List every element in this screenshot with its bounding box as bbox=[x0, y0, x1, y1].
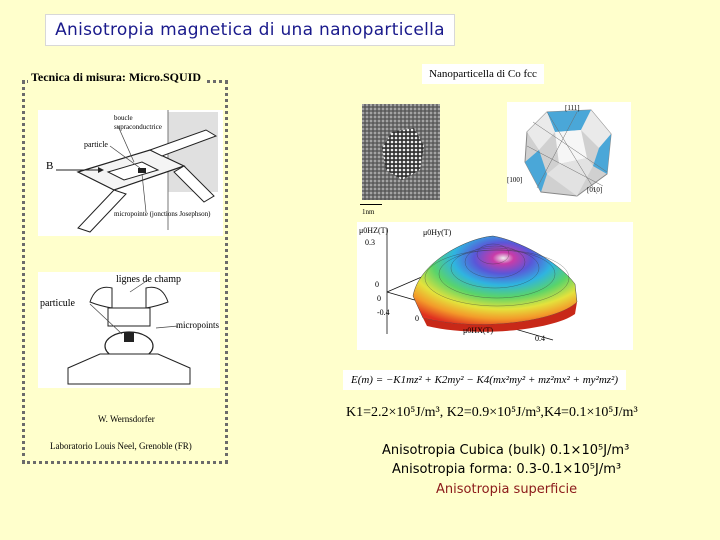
particle-label: particle bbox=[84, 140, 108, 149]
tem-image bbox=[362, 104, 440, 200]
credit-name: W. Wernsdorfer bbox=[98, 414, 155, 424]
switching-field-surface bbox=[357, 222, 633, 350]
cubic-anisotropy: Anisotropia Cubica (bulk) 0.1×10⁵J/m³ bbox=[382, 443, 630, 458]
k2-value: K2=0.9×10⁵J/m³, bbox=[446, 405, 544, 420]
z-axis-label: μ0HZ(T) bbox=[359, 226, 389, 235]
clamp-schematic-drawing bbox=[38, 272, 220, 388]
loop-label: boucle bbox=[114, 114, 133, 122]
clamp-lines-label: lignes de champ bbox=[116, 274, 181, 285]
y-tick-neg: -0.4 bbox=[377, 308, 390, 317]
facet-label-111: [111] bbox=[565, 104, 580, 112]
k4-value: K4=0.1×10⁵J/m³ bbox=[543, 405, 638, 420]
energy-formula: E(m) = −K1mz² + K2my² − K4(mx²my² + mz²mx² + my²mz²) bbox=[343, 370, 626, 390]
z-tick-top: 0.3 bbox=[365, 238, 375, 247]
loop-label-line2: supraconductrice bbox=[114, 123, 162, 131]
x-tick-pos: 0.4 bbox=[535, 334, 545, 343]
nanoparticle-caption: Nanoparticella di Co fcc bbox=[422, 64, 544, 84]
clamp-micro-label: micropoints bbox=[176, 320, 219, 330]
scale-bar bbox=[360, 204, 382, 205]
slide-title: Anisotropia magnetica di una nanoparticella bbox=[45, 14, 455, 46]
z-tick-zero: 0 bbox=[375, 280, 379, 289]
k1-value: K1=2.2×10⁵J/m³, bbox=[346, 405, 447, 420]
technique-label: Tecnica di misura: Micro.SQUID bbox=[28, 70, 204, 85]
y-tick-zero: 0 bbox=[377, 294, 381, 303]
anisotropy-constants bbox=[346, 405, 638, 421]
facet-label-010: [010] bbox=[587, 186, 603, 194]
scale-bar-label: 1nm bbox=[362, 208, 375, 216]
surface-anisotropy: Anisotropia superficie bbox=[436, 482, 578, 497]
x-axis-label: μ0HX(T) bbox=[463, 326, 494, 335]
lab-name: Laboratorio Louis Neel, Grenoble (FR) bbox=[50, 441, 192, 451]
shape-anisotropy: Anisotropia forma: 0.3-0.1×10⁵J/m³ bbox=[392, 462, 622, 477]
facet-model bbox=[507, 102, 631, 202]
micro-bridges-label: micropointe (jonctions Josephson) bbox=[114, 210, 211, 218]
y-axis-label: μ0Hy(T) bbox=[423, 228, 452, 237]
truncated-octahedron-drawing bbox=[507, 102, 631, 202]
switching-field-plot bbox=[357, 222, 633, 350]
clamp-particle-label: particule bbox=[40, 298, 75, 309]
tem-lattice-drawing bbox=[362, 104, 440, 200]
field-label: B bbox=[46, 160, 54, 172]
facet-label-100: [100] bbox=[507, 176, 523, 184]
squid-diagram bbox=[38, 110, 223, 236]
clamp-diagram bbox=[38, 272, 220, 388]
x-tick-zero: 0 bbox=[415, 314, 419, 323]
